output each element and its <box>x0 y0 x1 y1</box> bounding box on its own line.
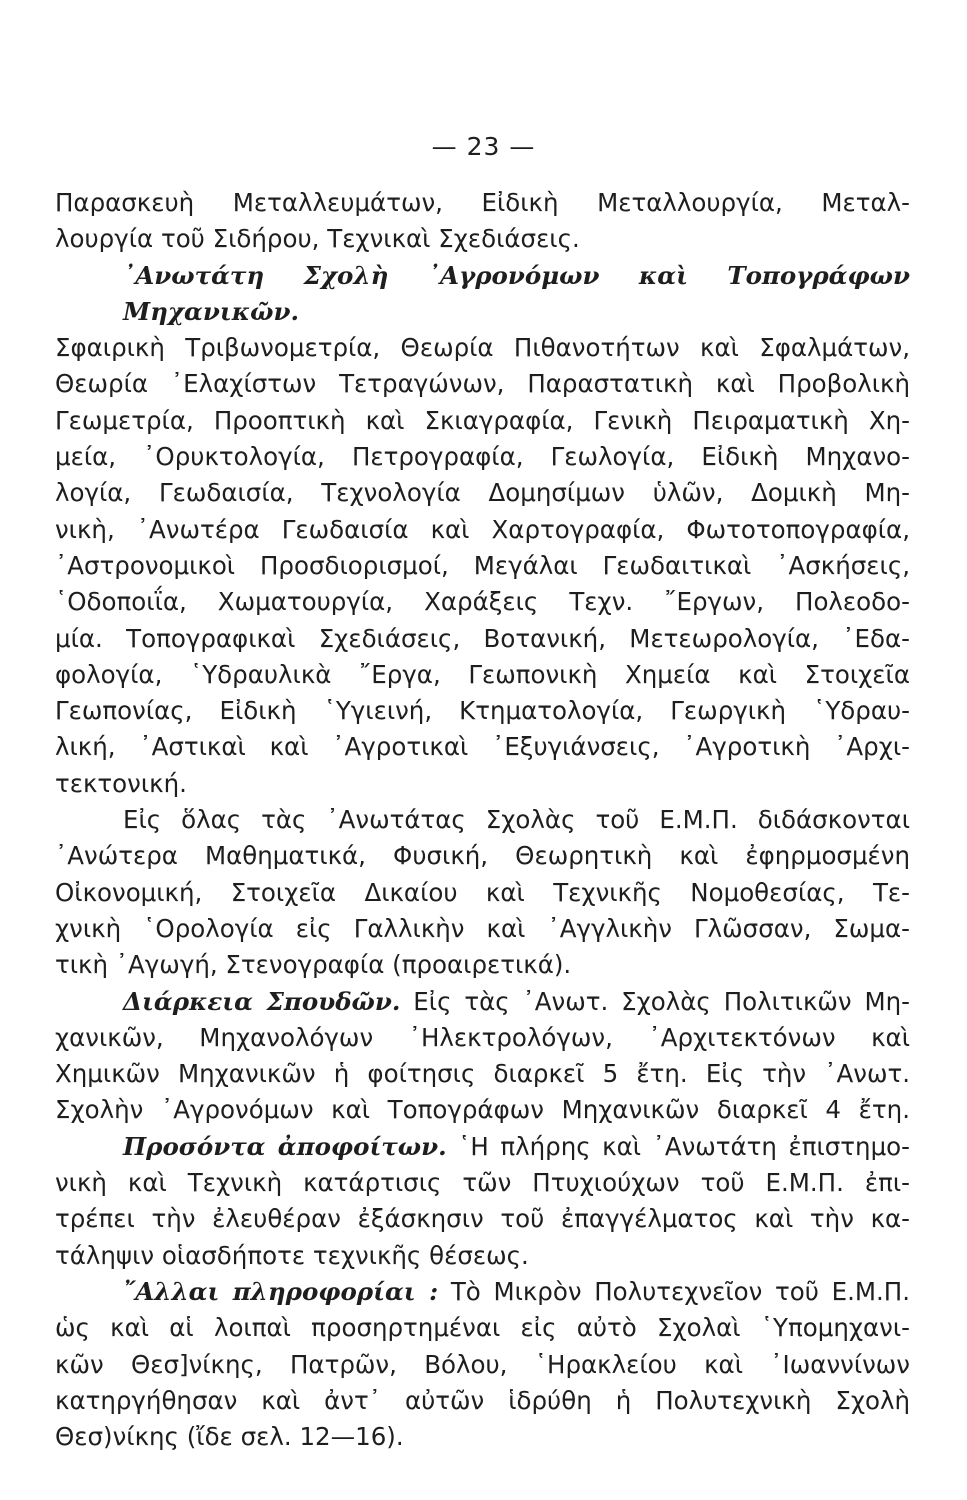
text-line <box>55 221 910 257</box>
text-line <box>55 1092 910 1128</box>
text-line <box>55 693 910 729</box>
text-line <box>55 1310 910 1346</box>
line-text: Γεωπονίας, Εἰδικὴ ῾Υγιεινή, Κτηματολογία, Γεωργικὴ ῾Υδραυ- <box>55 696 910 726</box>
line-text: νικὴ, ᾿Ανωτέρα Γεωδαισία καὶ Χαρτογραφία, Φωτοτοπογραφία, <box>55 514 910 544</box>
line-text: Παρασκευὴ Μεταλλευμάτων, Εἰδικὴ Μεταλλουργία, Μεταλ- <box>55 188 910 217</box>
line-text: χανικῶν, Μηχανολόγων ᾿Ηλεκτρολόγων, ᾿Αρχιτεκτόνων καὶ <box>55 1022 910 1052</box>
line-text: νικὴ καὶ Τεχνικὴ κατάρτισις τῶν Πτυχιούχων τοῦ Ε.Μ.Π. ἐπι- <box>55 1168 910 1198</box>
text-line <box>55 729 910 765</box>
text-line <box>55 1347 910 1383</box>
text-line <box>55 911 910 947</box>
line-text: Θεωρία ᾿Ελαχίστων Τετραγώνων, Παραστατικὴ καὶ Προβολικὴ <box>55 369 910 399</box>
text-line <box>55 185 910 221</box>
line-text: ῾Οδοποιΐα, Χωματουργία, Χαράξεις Τεχν. ῎Εργων, Πολεοδο- <box>55 587 910 617</box>
text-line <box>55 548 910 584</box>
line-text: Εἰς ὅλας τὰς ᾿Ανωτάτας Σχολὰς τοῦ Ε.Μ.Π. διδάσκονται <box>123 805 910 835</box>
text-line <box>55 1201 910 1237</box>
line-text: ᾿Ανώτερα Μαθηματικά, Φυσική, Θεωρητικὴ καὶ ἐφηρμοσμένη <box>55 841 910 871</box>
text-line <box>55 875 910 911</box>
line-text: τάληψιν οἱασδήποτε τεχνικῆς θέσεως. <box>55 1240 529 1270</box>
text-line <box>55 838 910 874</box>
line-text: λογία, Γεωδαισία, Τεχνολογία Δομησίμων ὑλῶν, Δομικὴ Μη- <box>55 478 910 508</box>
text-line <box>55 984 910 1020</box>
line-text: ῾Η πλήρης καὶ ᾿Ανωτάτη ἐπιστημο- <box>446 1131 911 1161</box>
text-line <box>55 766 910 802</box>
line-text: ᾿Αστρονομικοὶ Προσδιορισμοί, Μεγάλαι Γεωδαιτικαὶ ᾿Ασκήσεις, <box>55 550 910 580</box>
text-line <box>55 1165 910 1201</box>
text-line <box>55 1020 910 1056</box>
line-text: λική, ᾿Αστικαὶ καὶ ᾿Αγροτικαὶ ᾿Εξυγιάνσεις, ᾿Αγροτικὴ ᾿Αρχι- <box>55 732 910 762</box>
line-text: χνικὴ ῾Ορολογία εἰς Γαλλικὴν καὶ ᾿Αγγλικὴν Γλῶσσαν, Σωμα- <box>55 913 910 943</box>
text-line <box>55 947 910 983</box>
text-line <box>55 512 910 548</box>
line-text: Οἰκονομική, Στοιχεῖα Δικαίου καὶ Τεχνικῆς Νομοθεσίας, Τε- <box>55 877 910 907</box>
section-heading: ᾿Ανωτάτη Σχολὴ ᾿Αγρονόμων καὶ Τοπογράφων Μηχανικῶν. <box>123 260 910 326</box>
line-text: μία. Τοπογραφικαὶ Σχεδιάσεις, Βοτανική, Μετεωρολογία, ᾿Εδα- <box>55 623 910 653</box>
line-text: ὡς καὶ αἱ λοιπαὶ προσηρτημέναι εἰς αὐτὸ Σχολαὶ ῾Υπομηχανι- <box>55 1313 910 1343</box>
text-line <box>55 657 910 693</box>
line-text: Σφαιρικὴ Τριβωνομετρία, Θεωρία Πιθανοτήτων καὶ Σφαλμάτων, <box>55 333 910 363</box>
line-text: Χημικῶν Μηχανικῶν ἡ φοίτησις διαρκεῖ 5 ἔτη. Εἰς τὴν ᾿Ανωτ. <box>55 1059 910 1089</box>
line-text: τικὴ ᾿Αγωγή, Στενογραφία (προαιρετικά). <box>55 950 572 980</box>
line-text: Σχολὴν ᾿Αγρονόμων καὶ Τοπογράφων Μηχανικῶν διαρκεῖ 4 ἔτη. <box>55 1095 910 1125</box>
line-text: Τὸ Μικρὸν Πολυτεχνεῖον τοῦ Ε.Μ.Π. <box>438 1276 911 1306</box>
line-text: τεκτονική. <box>55 768 187 798</box>
line-text: Θεσ)νίκης (ἴδε σελ. 12—16). <box>55 1422 404 1452</box>
text-line <box>55 1129 910 1165</box>
text-line <box>55 1419 910 1455</box>
line-text: κῶν Θεσ]νίκης, Πατρῶν, Βόλου, ῾Ηρακλείου καὶ ᾿Ιωαννίνων <box>55 1349 910 1379</box>
line-text: τρέπει τὴν ἐλευθέραν ἐξάσκησιν τοῦ ἐπαγγέλματος καὶ τὴν κα- <box>55 1204 910 1234</box>
text-line <box>55 802 910 838</box>
text-line <box>55 258 910 331</box>
page-number: — 23 — <box>431 132 536 161</box>
text-line <box>55 330 910 366</box>
text-line <box>55 403 910 439</box>
text-line <box>55 439 910 475</box>
section-heading: ῎Αλλαι πληροφορίαι : <box>123 1276 439 1306</box>
line-text: φολογία, ῾Υδραυλικὰ ῎Εργα, Γεωπονικὴ Χημεία καὶ Στοιχεῖα <box>55 659 910 689</box>
text-line <box>55 621 910 657</box>
line-text: κατηργήθησαν καὶ ἀντ᾿ αὐτῶν ἱδρύθη ἡ Πολυτεχνικὴ Σχολὴ <box>55 1385 910 1415</box>
line-text: Γεωμετρία, Προοπτικὴ καὶ Σκιαγραφία, Γενικὴ Πειραματικὴ Χη- <box>55 405 910 435</box>
line-text: Εἰς τὰς ᾿Ανωτ. Σχολὰς Πολιτικῶν Μη- <box>400 986 910 1016</box>
text-line <box>55 1056 910 1092</box>
body-text <box>55 185 910 1455</box>
section-heading: Διάρκεια Σπουδῶν. <box>123 986 401 1016</box>
text-line <box>55 584 910 620</box>
text-line <box>55 366 910 402</box>
text-line <box>55 1238 910 1274</box>
text-line <box>55 475 910 511</box>
text-line <box>55 1383 910 1419</box>
line-text: λουργία τοῦ Σιδήρου, Τεχνικαὶ Σχεδιάσεις. <box>55 224 580 254</box>
section-heading: Προσόντα ἀποφοίτων. <box>123 1131 447 1161</box>
text-line <box>55 1274 910 1310</box>
line-text: μεία, ᾿Ορυκτολογία, Πετρογραφία, Γεωλογία, Εἰδικὴ Μηχανο- <box>55 442 910 472</box>
